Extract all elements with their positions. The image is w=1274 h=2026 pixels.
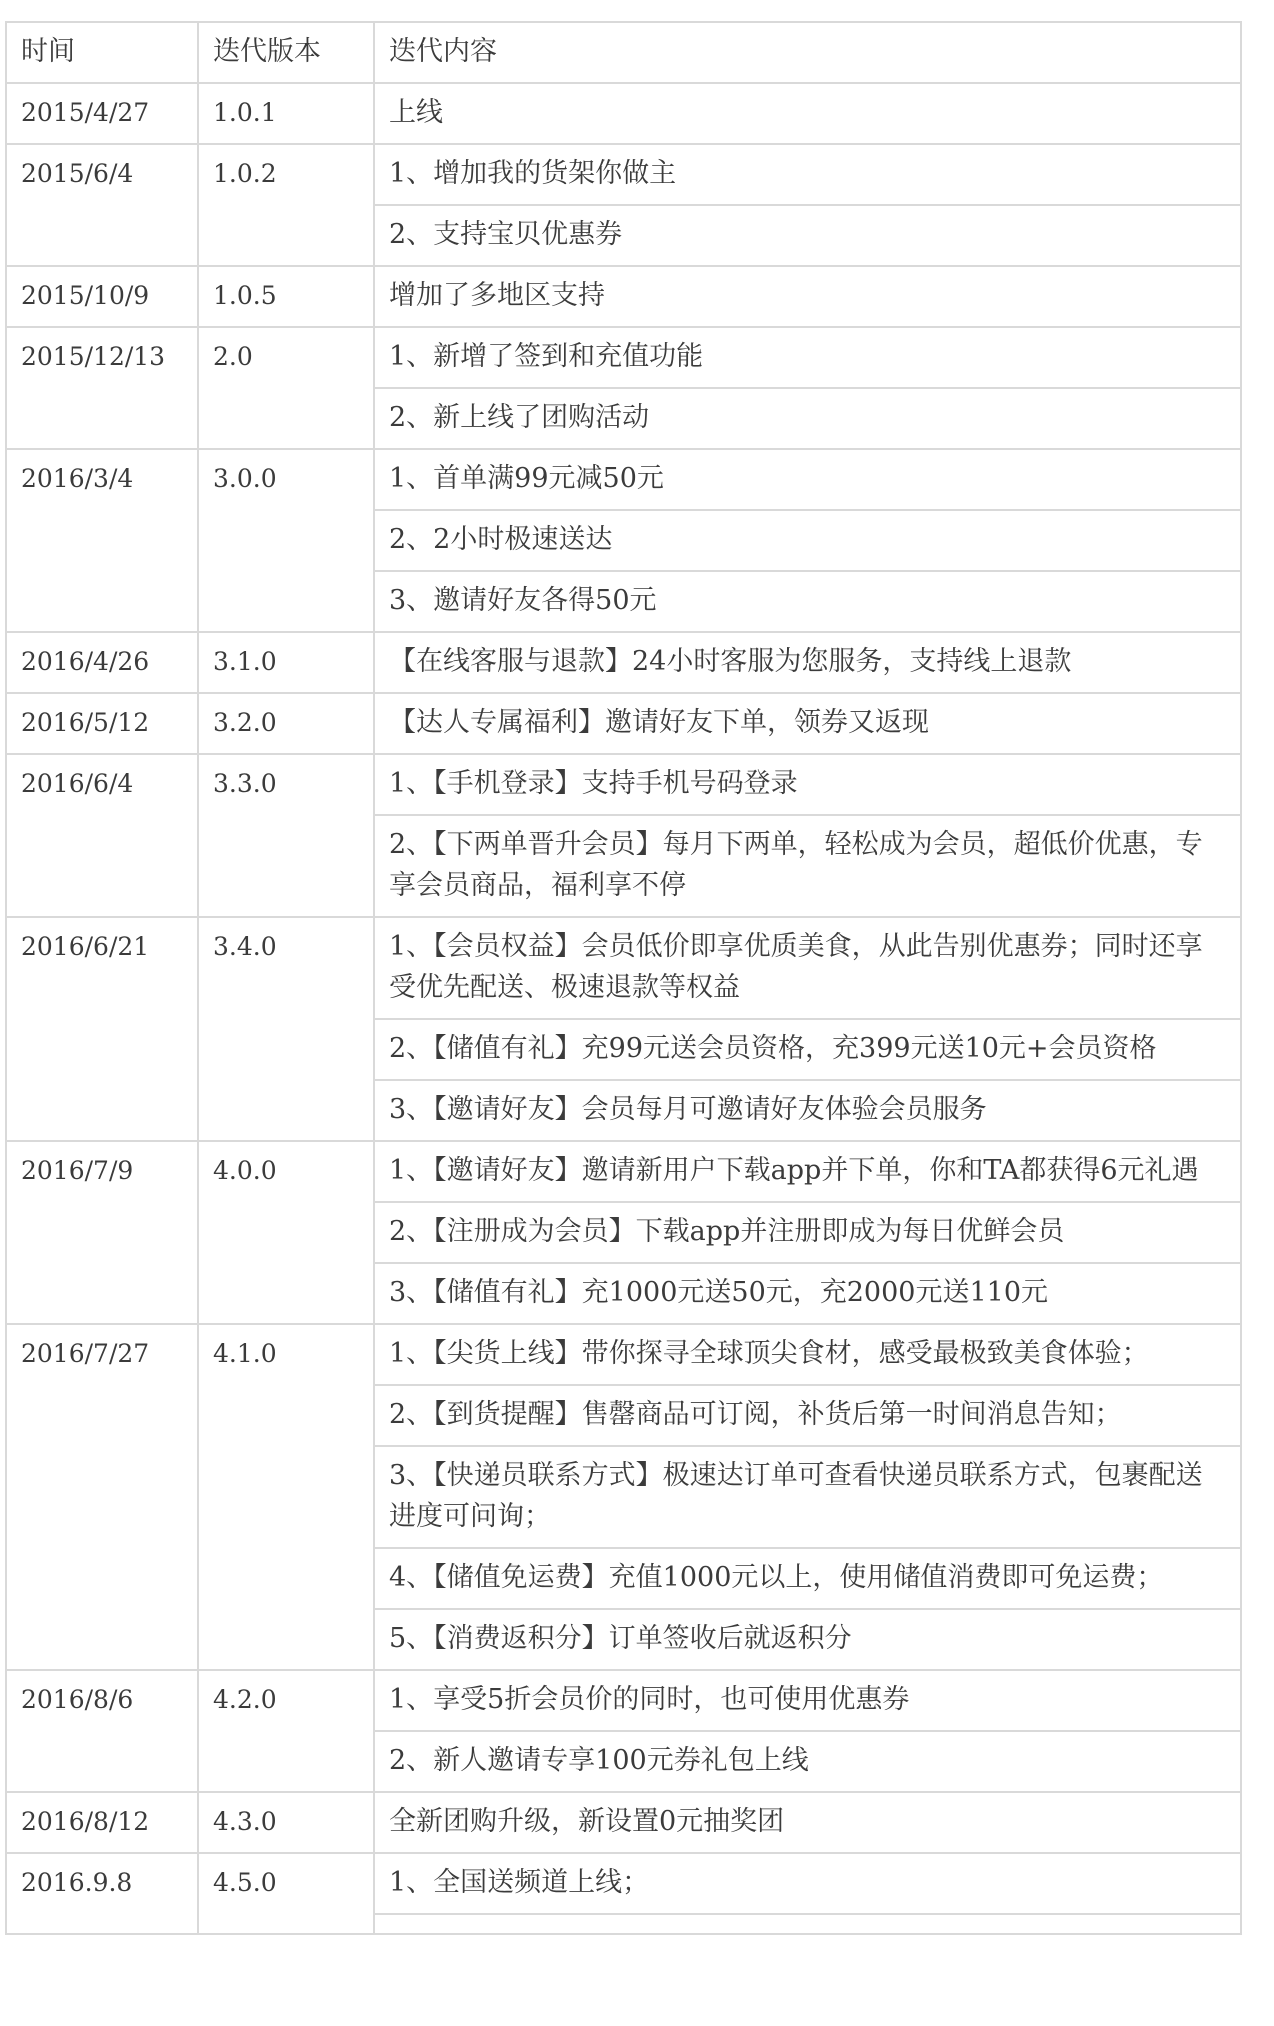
release-item: 全新团购升级，新设置0元抽奖团	[374, 1792, 1241, 1853]
release-version: 1.0.5	[198, 266, 374, 327]
table-row	[6, 449, 1241, 510]
release-item: 2、支持宝贝优惠券	[374, 205, 1241, 266]
release-date: 2016/8/12	[6, 1792, 198, 1853]
release-item: 2、新上线了团购活动	[374, 388, 1241, 449]
release-item: 1、【邀请好友】邀请新用户下载app并下单，你和TA都获得6元礼遇	[374, 1141, 1241, 1202]
release-item: 2、新人邀请专享100元券礼包上线	[374, 1731, 1241, 1792]
release-version: 1.0.1	[198, 83, 374, 144]
release-item: 1、全国送频道上线；	[374, 1853, 1241, 1914]
release-version: 4.3.0	[198, 1792, 374, 1853]
release-date: 2016/7/27	[6, 1324, 198, 1670]
release-version: 4.5.0	[198, 1853, 374, 1934]
release-item: 4、【储值免运费】充值1000元以上，使用储值消费即可免运费；	[374, 1548, 1241, 1609]
release-date: 2016/6/4	[6, 754, 198, 917]
release-date: 2015/10/9	[6, 266, 198, 327]
release-item: 增加了多地区支持	[374, 266, 1241, 327]
release-item: 2、【注册成为会员】下载app并注册即成为每日优鲜会员	[374, 1202, 1241, 1263]
table-row	[6, 144, 1241, 205]
release-item: 3、【邀请好友】会员每月可邀请好友体验会员服务	[374, 1080, 1241, 1141]
release-date: 2016/4/26	[6, 632, 198, 693]
release-date: 2016/8/6	[6, 1670, 198, 1792]
table-row	[6, 632, 1241, 693]
release-date: 2016/3/4	[6, 449, 198, 632]
release-date: 2015/4/27	[6, 83, 198, 144]
release-item: 1、新增了签到和充值功能	[374, 327, 1241, 388]
release-date: 2016.9.8	[6, 1853, 198, 1934]
release-item: 上线	[374, 83, 1241, 144]
release-item: 1、【尖货上线】带你探寻全球顶尖食材，感受最极致美食体验；	[374, 1324, 1241, 1385]
release-date: 2015/12/13	[6, 327, 198, 449]
table-row	[6, 327, 1241, 388]
release-item: 1、【会员权益】会员低价即享优质美食，从此告别优惠券；同时还享受优先配送、极速退款等权益	[374, 917, 1241, 1019]
release-version: 2.0	[198, 327, 374, 449]
release-version: 4.2.0	[198, 1670, 374, 1792]
release-item: 1、首单满99元减50元	[374, 449, 1241, 510]
release-version: 4.1.0	[198, 1324, 374, 1670]
header-date: 时间	[6, 22, 198, 83]
release-version: 3.3.0	[198, 754, 374, 917]
release-date: 2016/5/12	[6, 693, 198, 754]
release-item: 3、【快递员联系方式】极速达订单可查看快递员联系方式，包裹配送进度可问询；	[374, 1446, 1241, 1548]
release-date: 2015/6/4	[6, 144, 198, 266]
table-body	[6, 83, 1241, 1934]
table-row	[6, 1141, 1241, 1202]
table-row	[6, 754, 1241, 815]
release-item: 5、【消费返积分】订单签收后就返积分	[374, 1609, 1241, 1670]
release-item: 【在线客服与退款】24小时客服为您服务，支持线上退款	[374, 632, 1241, 693]
table-row	[6, 693, 1241, 754]
table-row	[6, 1792, 1241, 1853]
table-row	[6, 1670, 1241, 1731]
release-version: 3.0.0	[198, 449, 374, 632]
release-item: 1、享受5折会员价的同时，也可使用优惠券	[374, 1670, 1241, 1731]
release-item: 2、【储值有礼】充99元送会员资格，充399元送10元+会员资格	[374, 1019, 1241, 1080]
table-row	[6, 1853, 1241, 1914]
release-version: 3.4.0	[198, 917, 374, 1141]
table-row	[6, 266, 1241, 327]
header-content: 迭代内容	[374, 22, 1241, 83]
release-item	[374, 1914, 1241, 1934]
release-item: 2、【到货提醒】售罄商品可订阅，补货后第一时间消息告知；	[374, 1385, 1241, 1446]
table-header-row	[6, 22, 1241, 83]
header-version: 迭代版本	[198, 22, 374, 83]
release-item: 【达人专属福利】邀请好友下单，领券又返现	[374, 693, 1241, 754]
version-history-table	[5, 21, 1242, 1935]
release-version: 4.0.0	[198, 1141, 374, 1324]
release-item: 3、邀请好友各得50元	[374, 571, 1241, 632]
table-row	[6, 83, 1241, 144]
release-item: 2、【下两单晋升会员】每月下两单，轻松成为会员，超低价优惠，专享会员商品，福利享不停	[374, 815, 1241, 917]
release-version: 3.2.0	[198, 693, 374, 754]
release-version: 3.1.0	[198, 632, 374, 693]
release-date: 2016/6/21	[6, 917, 198, 1141]
release-item: 1、增加我的货架你做主	[374, 144, 1241, 205]
release-item: 1、【手机登录】支持手机号码登录	[374, 754, 1241, 815]
table-row	[6, 1324, 1241, 1385]
table-row	[6, 917, 1241, 1019]
release-item: 3、【储值有礼】充1000元送50元，充2000元送110元	[374, 1263, 1241, 1324]
release-item: 2、2小时极速送达	[374, 510, 1241, 571]
release-version: 1.0.2	[198, 144, 374, 266]
release-date: 2016/7/9	[6, 1141, 198, 1324]
